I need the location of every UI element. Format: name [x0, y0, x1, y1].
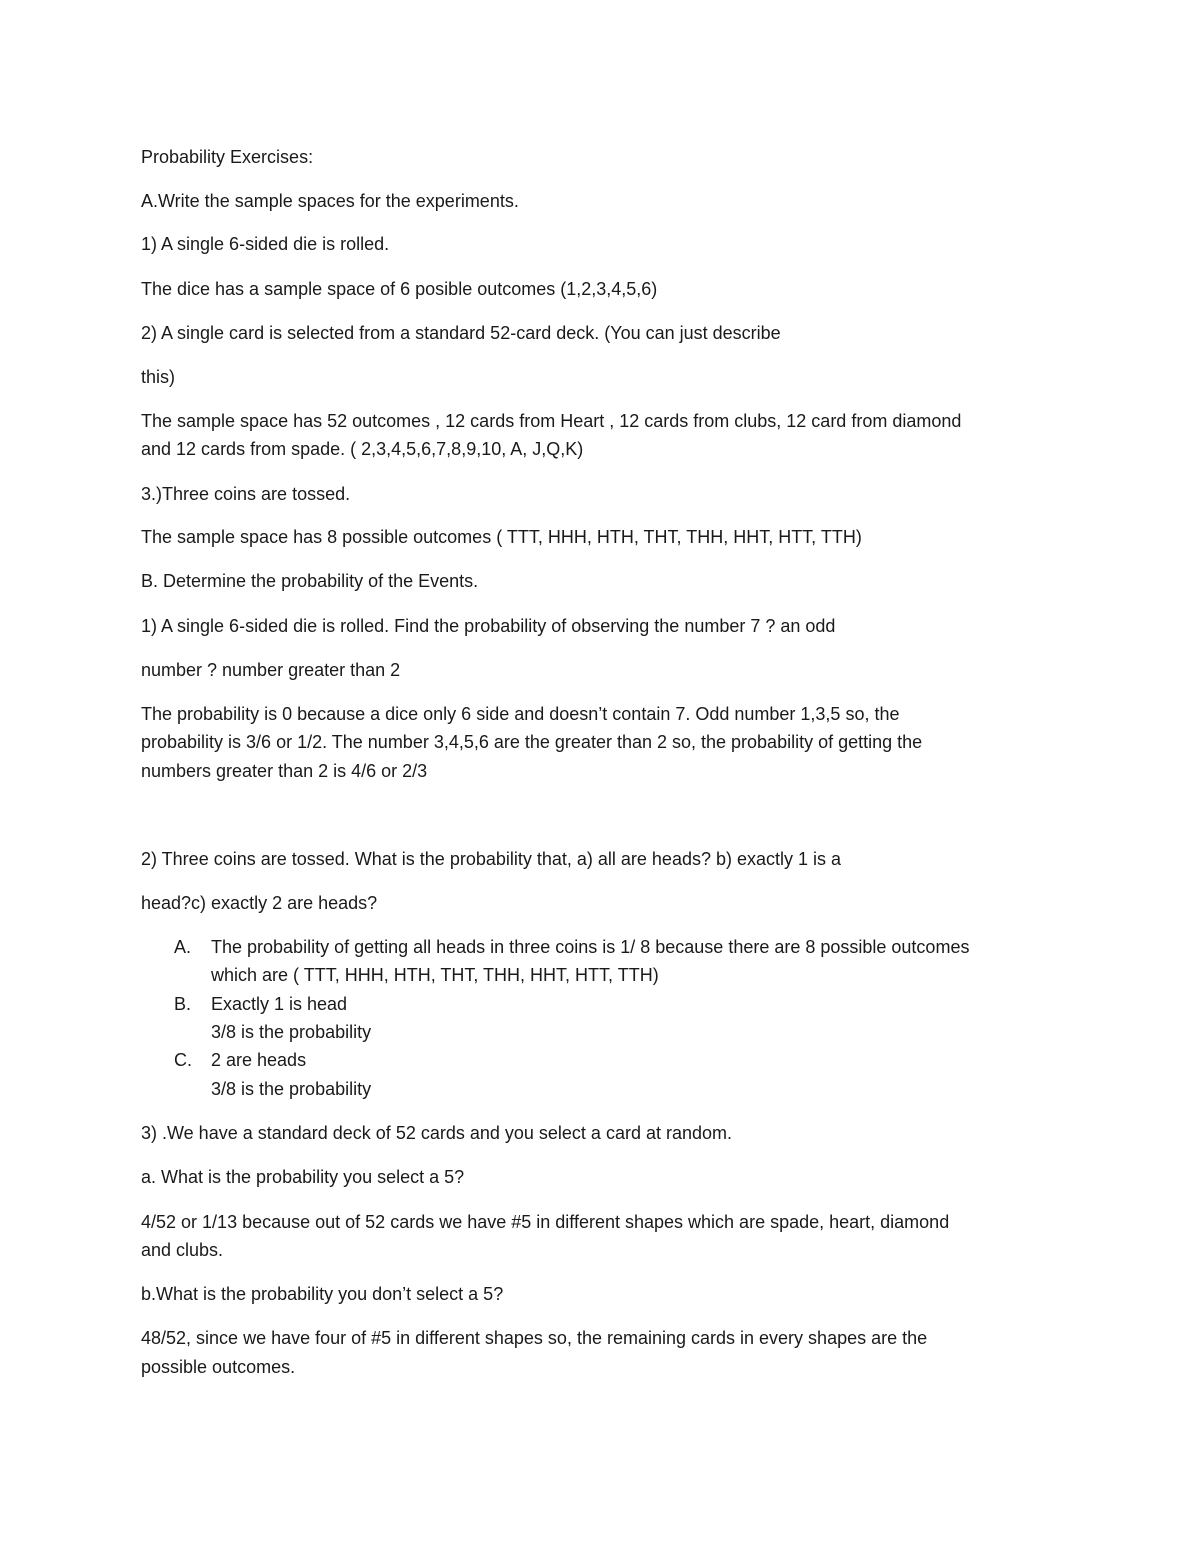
section-b-answer-1-line-2: probability is 3/6 or 1/2. The number 3,4,5,6 are the greater than 2 so, the probability of getting the: [141, 732, 923, 752]
document-title: Probability Exercises:: [141, 147, 314, 167]
section-a-question-3: 3.)Three coins are tossed.: [141, 484, 351, 504]
section-a-answer-1: The dice has a sample space of 6 posible outcomes (1,2,3,4,5,6): [141, 279, 658, 299]
list-item-marker-c: C.: [174, 1050, 192, 1070]
list-item-b-line-2: 3/8 is the probability: [211, 1022, 372, 1042]
section-b-answer-3a-line-1: 4/52 or 1/13 because out of 52 cards we have #5 in different shapes which are spade, heart, diamond: [141, 1212, 950, 1232]
section-b-answer-1-line-3: numbers greater than 2 is 4/6 or 2/3: [141, 761, 428, 781]
section-a-heading: A.Write the sample spaces for the experiments.: [141, 191, 519, 211]
section-b-question-1-line-2: number ? number greater than 2: [141, 660, 401, 680]
section-b-answer-3b-line-1: 48/52, since we have four of #5 in different shapes so, the remaining cards in every shapes are the: [141, 1328, 928, 1348]
section-a-question-1: 1) A single 6-sided die is rolled.: [141, 234, 390, 254]
section-b-question-3b: b.What is the probability you don’t select a 5?: [141, 1284, 504, 1304]
section-a-answer-2-line-2: and 12 cards from spade. ( 2,3,4,5,6,7,8,9,10, A, J,Q,K): [141, 439, 584, 459]
section-b-answer-3b-line-2: possible outcomes.: [141, 1357, 296, 1377]
section-a-question-2-line-1: 2) A single card is selected from a standard 52-card deck. (You can just describe: [141, 323, 781, 343]
section-a-question-2-line-2: this): [141, 367, 176, 387]
list-item-a-line-1: The probability of getting all heads in three coins is 1/ 8 because there are 8 possible outcomes: [211, 937, 970, 957]
list-item-c-line-2: 3/8 is the probability: [211, 1079, 372, 1099]
section-b-question-3: 3) .We have a standard deck of 52 cards and you select a card at random.: [141, 1123, 733, 1143]
list-item-marker-b: B.: [174, 994, 192, 1014]
section-b-answer-1-line-1: The probability is 0 because a dice only 6 side and doesn’t contain 7. Odd number 1,3,5 so, the: [141, 704, 900, 724]
section-a-answer-2-line-1: The sample space has 52 outcomes , 12 cards from Heart , 12 cards from clubs, 12 card from diamond: [141, 411, 962, 431]
list-item-b-line-1: Exactly 1 is head: [211, 994, 348, 1014]
list-item-a-line-2: which are ( TTT, HHH, HTH, THT, THH, HHT, HTT, TTH): [211, 965, 659, 985]
section-b-question-2-line-1: 2) Three coins are tossed. What is the probability that, a) all are heads? b) exactly 1 is a: [141, 849, 842, 869]
list-item-c-line-1: 2 are heads: [211, 1050, 307, 1070]
section-a-answer-3: The sample space has 8 possible outcomes ( TTT, HHH, HTH, THT, THH, HHT, HTT, TTH): [141, 527, 862, 547]
section-b-question-1-line-1: 1) A single 6-sided die is rolled. Find the probability of observing the number 7 ? an odd: [141, 616, 836, 636]
section-b-heading: B. Determine the probability of the Events.: [141, 571, 479, 591]
list-item-marker-a: A.: [174, 937, 192, 957]
section-b-question-2-line-2: head?c) exactly 2 are heads?: [141, 893, 378, 913]
section-b-answer-3a-line-2: and clubs.: [141, 1240, 224, 1260]
section-b-question-3a: a. What is the probability you select a 5?: [141, 1167, 465, 1187]
